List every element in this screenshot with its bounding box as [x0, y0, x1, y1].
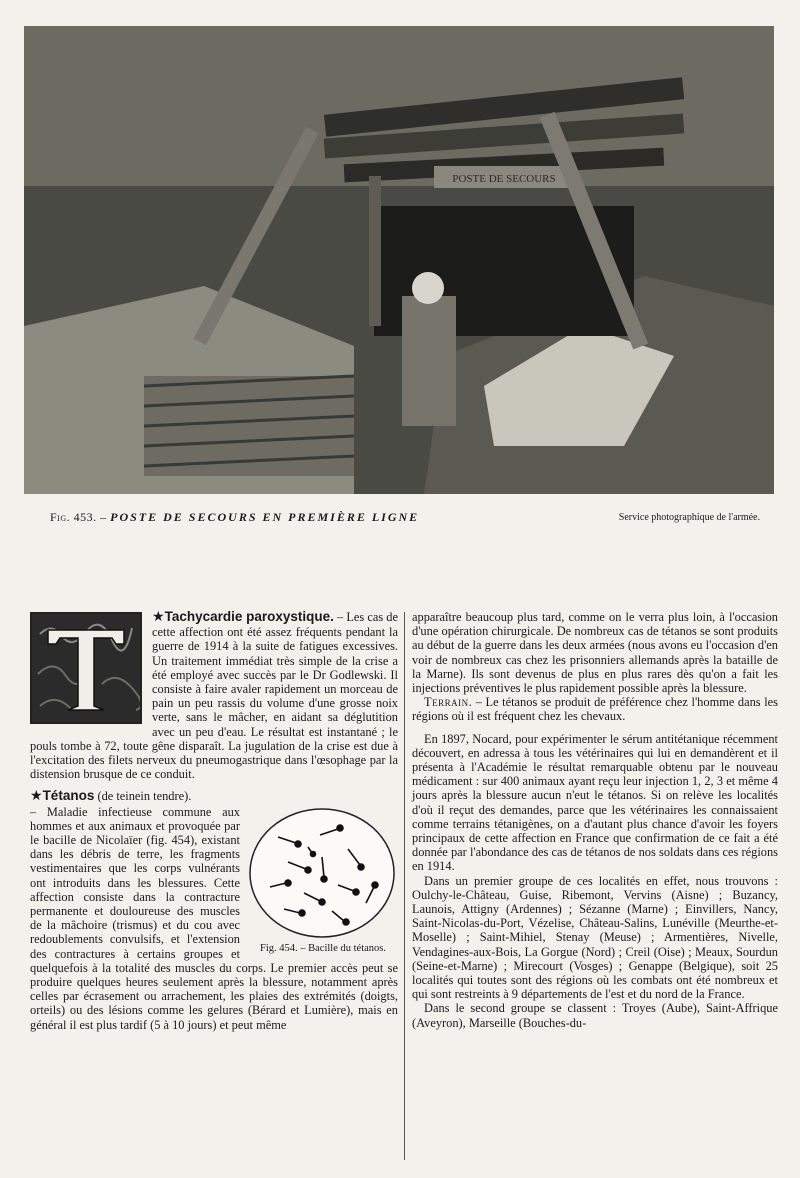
figure-number: Fig. 453. –: [50, 510, 107, 524]
column-divider: [404, 612, 405, 1160]
right-column: [412, 610, 778, 1030]
photo-poste-de-secours: [24, 26, 774, 494]
figure-454-caption: Fig. 454. – Bacille du tétanos.: [260, 942, 386, 954]
tetanos-etymology: (de teinein tendre).: [97, 789, 192, 804]
tetanos-text: – Maladie infectieuse commune aux hommes et aux animaux et provoquée par le bacille de Nicolaïer (fig. 454), existant dans les débris de terre, les fragments vestimentaires que les corps vulnérants ont introduits dans les blessures. Cette affection consiste dans la contracture permanente et douloureuse des muscles de la mâchoire (trismus) et du cou avec redoublements convulsifs, et l'extension des contractures à certains groupes et quelquefois à la totalité des muscles du corps. Le premier accès peut se produire quelques heures seulement après la blessure, notamment après celles par écrasement ou arrachement, les plaies des extrémités (doigts, orteils) ou des lésions comme les gelures (Bérard et Lumière), mais en général il est plus tardif (5 à 10 jours) et peut même: [30, 804, 398, 1032]
paragraph-localites: Dans un premier groupe de ces localités en effet, nous trouvons : Oulchy-le-Château, Guise, Ribemont, Vervins (Aisne) ; Buzancy, Launois, Attigny (Ardennes) ; Sézanne (Marne) ; Einvillers, Nancy, Saint-Nicolas-du-Port, Vézelise, Château-Salins, Lunéville (Meurthe-et-Moselle) ; Saint-Mihiel, Stenay (Meuse) ; Armentières, Nivelle, Vendagines-aux-Bois, La Gorgue (Nord) ; Creil (Oise) ; Meaux, Sourdun (Seine-et-Marne) ; Mirecourt (Vosges) ; Genappe (Belgique), soit 25 localités qui toutes sont des régions où les combats ont été nombreux et qui sont restreints à 9 départements de l'est et du nord de la France.: [412, 873, 778, 1002]
heading-tetanos: Tétanos: [42, 788, 95, 804]
figure-454-bacilli: [248, 807, 398, 955]
paragraph-continuation: apparaître beaucoup plus tard, comme on le verra plus loin, à l'occasion d'une opération chirurgicale. De nombreux cas de tétanos se sont produits au début de la guerre dans les deux armées (nous avons eu l'occasion d'en voir de nombreux cas chez les prisonniers allemands après la bataille de la Marne). Ils sont devenus de plus en plus rares dès qu'on a fait les injections préventives le plus rapidement possible après la blessure.: [412, 610, 778, 696]
ornate-initial-t: [30, 612, 142, 724]
figure-453-caption: [50, 510, 760, 530]
black-star-icon: ★: [152, 610, 165, 625]
figure-title: POSTE DE SECOURS EN PREMIÈRE LIGNE: [110, 510, 420, 524]
paragraph-nocard: En 1897, Nocard, pour expérimenter le sérum antitétanique récemment découvert, en adressa à tous les vétérinaires qui lui en demandèrent et il présenta à l'Académie le résultat remarquable obtenu par le nouveau médicament : sur 400 animaux ayant reçu leur injection 1, 2, 3 et même 4 jours après la blessure aucun n'eut le tétanos. Si on relève les localités d'où il reçut des demandes, parce que les vétérinaires les connaissaient comme terrains tétanigènes, on a d'autant plus chance d'avoir les foyers principaux de cette affection en France que confirmation de ce fait a été donnée par l'abondance des cas de tétanos de nos soldats dans ces régions en 1914.: [412, 731, 778, 874]
paragraph-second-groupe: Dans le second groupe se classent : Troyes (Aube), Saint-Affrique (Aveyron), Marseille (Bouches-du-: [412, 1001, 778, 1030]
sign-poste-de-secours: POSTE DE SECOURS: [452, 173, 556, 185]
black-star-icon: ★: [30, 789, 43, 805]
left-column: [30, 610, 398, 1032]
terrain-label: Terrain.: [424, 695, 473, 710]
tachycardie-text: – Les cas de cette affection ont été assez fréquents pendant la guerre de 1914 à la suite de fatigues excessives. Un traitement immédiat très simple de la crise a été employé avec succès par le Dr Godlewski. Il consiste à faire avaler rapidement un morceau de pain un peu rassis du volume d'une grosse noix verte, sans le mâcher, en aidant sa déglutition avec un peu d'eau. Le résultat est instantané ; le pouls tombe à 72, toute gêne disparaît. La jugulation de la crise est due à l'excitation des filets nerveux du pneumogastrique dans l'œsophage par la distension brusque de ce conduit.: [30, 610, 398, 782]
heading-tachycardie: Tachycardie paroxystique.: [164, 609, 334, 624]
terrain-text: – Le tétanos se produit de préférence chez l'homme dans les régions où il est fréquent chez les chevaux.: [412, 695, 778, 724]
figure-credit: Service photographique de l'armée.: [618, 512, 760, 523]
